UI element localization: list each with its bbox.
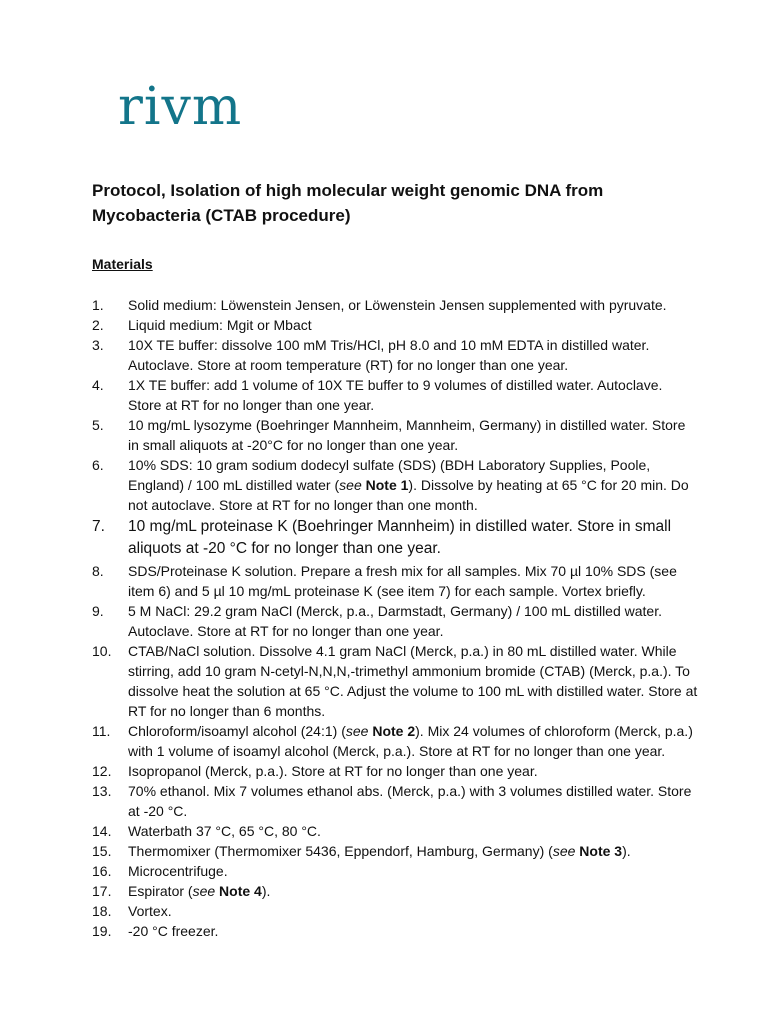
material-item-number: 19.	[92, 923, 112, 939]
document-title: Protocol, Isolation of high molecular weight genomic DNA from Mycobacteria (CTAB procedure)	[92, 181, 604, 225]
material-item-number: 4.	[92, 377, 104, 393]
material-item-text-end: ). Mix 24 volumes of chloroform (Merck, p.a.) with 1 volume of isoamyl alcohol (Merck, p.a.). Store at RT for no longer than one year.	[128, 723, 693, 759]
material-item-number: 13.	[92, 783, 112, 799]
material-item-text: 10X TE buffer: dissolve 100 mM Tris/HCl, pH 8.0 and 10 mM EDTA in distilled water. Autoclave. Store at room temperature (RT) for no longer than one year.	[128, 337, 650, 373]
material-item-number: 5.	[92, 417, 104, 433]
material-item	[0, 295, 698, 315]
material-item-text-end: ). Dissolve by heating at 65 °C for 20 min. Do not autoclave. Store at RT for no longer than one month.	[128, 477, 689, 513]
material-item-text-start: Chloroform/isoamyl alcohol (24:1) (	[128, 723, 346, 739]
material-item	[0, 841, 698, 861]
material-item-text: 10 mg/mL proteinase K (Boehringer Mannheim) in distilled water. Store in small aliquots at -20 °C for no longer than one year.	[128, 518, 672, 557]
material-item-text: CTAB/NaCl solution. Dissolve 4.1 gram NaCl (Merck, p.a.) in 80 mL distilled water. While stirring, add 10 gram N-cetyl-N,N,N,-trimethyl ammonium bromide (CTAB) (Merck, p.a.). To dissolve heat the solution at 65 °C. Adjust the volume to 100 mL with distilled water. Store at RT for no longer than 6 months.	[128, 643, 698, 719]
material-item	[0, 781, 698, 821]
material-item-number: 8.	[92, 563, 104, 579]
material-item-text: 10 mg/mL lysozyme (Boehringer Mannheim, Mannheim, Germany) in distilled water. Store in small aliquots at -20°C for no longer than one year.	[128, 417, 686, 453]
material-item	[0, 375, 698, 415]
material-item-text-end: ).	[261, 883, 271, 899]
material-item	[0, 721, 698, 761]
rivm-logo-mark	[118, 80, 293, 132]
material-item-text-start: Espirator (	[128, 883, 193, 899]
materials-list	[0, 295, 768, 941]
material-item-text-start: 10% SDS: 10 gram sodium dodecyl sulfate (SDS) (BDH Laboratory Supplies, Poole, England) / 100 mL distilled water (	[128, 457, 651, 493]
material-item-text-end: ).	[622, 843, 631, 859]
material-item	[0, 335, 698, 375]
material-item-number: 10.	[92, 643, 112, 659]
material-item-text: SDS/Proteinase K solution. Prepare a fresh mix for all samples. Mix 70 µl 10% SDS (see item 6) and 5 µl 10 mg/mL proteinase K (see item 7) for each sample. Vortex briefly.	[128, 563, 677, 599]
material-item	[0, 455, 698, 515]
material-item	[0, 861, 698, 881]
note-reference: Note 3	[579, 843, 623, 859]
material-item-text	[128, 457, 689, 513]
material-item-number: 15.	[92, 843, 112, 859]
material-item	[0, 515, 698, 561]
material-item-number: 18.	[92, 903, 112, 919]
note-reference: Note 2	[372, 723, 416, 739]
material-item-number: 14.	[92, 823, 112, 839]
material-item-number: 3.	[92, 337, 104, 353]
material-item-text	[128, 843, 631, 859]
material-item	[0, 921, 698, 941]
material-item	[0, 601, 698, 641]
material-item	[0, 901, 698, 921]
material-item-number: 9.	[92, 603, 104, 619]
material-item-number: 11.	[92, 723, 111, 739]
material-item-number: 6.	[92, 457, 104, 473]
material-item	[0, 881, 698, 901]
material-item	[0, 415, 698, 455]
material-item-number: 16.	[92, 863, 112, 879]
material-item-text: 70% ethanol. Mix 7 volumes ethanol abs. (Merck, p.a.) with 3 volumes distilled water. Store at -20 °C.	[128, 783, 692, 819]
material-item-number: 17.	[92, 883, 112, 899]
material-item-text: 1X TE buffer: add 1 volume of 10X TE buffer to 9 volumes of distilled water. Autoclave. Store at RT for no longer than one year.	[128, 377, 663, 413]
note-reference: Note 4	[219, 883, 262, 899]
rivm-logo	[118, 80, 293, 132]
material-item-number: 2.	[92, 317, 104, 333]
material-item-text: Liquid medium: Mgit or Mbact	[128, 317, 312, 333]
material-item-text-start: Thermomixer (Thermomixer 5436, Eppendorf, Hamburg, Germany) (	[128, 843, 553, 859]
material-item	[0, 561, 698, 601]
material-item	[0, 315, 698, 335]
see-word: see	[339, 477, 362, 493]
material-item	[0, 761, 698, 781]
material-item-text: 5 M NaCl: 29.2 gram NaCl (Merck, p.a., Darmstadt, Germany) / 100 mL distilled water. Autoclave. Store at RT for no longer than one year.	[128, 603, 662, 639]
rivm-logo-lettering: rivm	[118, 80, 243, 132]
material-item-number: 12.	[92, 763, 112, 779]
material-item-text: -20 °C freezer.	[128, 923, 219, 939]
material-item-number: 1.	[92, 297, 104, 313]
material-item-text: Isopropanol (Merck, p.a.). Store at RT for no longer than one year.	[128, 763, 538, 779]
material-item-text	[128, 883, 270, 899]
material-item-number: 7.	[92, 518, 105, 535]
material-item	[0, 821, 698, 841]
material-item-text: Waterbath 37 °C, 65 °C, 80 °C.	[128, 823, 321, 839]
material-item-text	[128, 723, 693, 759]
material-item-text: Microcentrifuge.	[128, 863, 228, 879]
see-word: see	[552, 843, 576, 859]
materials-heading: Materials	[92, 256, 153, 272]
see-word: see	[345, 723, 369, 739]
see-word: see	[192, 883, 216, 899]
material-item	[0, 641, 698, 721]
material-item-text: Vortex.	[128, 903, 172, 919]
material-item-text: Solid medium: Löwenstein Jensen, or Löwenstein Jensen supplemented with pyruvate.	[128, 297, 667, 313]
note-reference: Note 1	[365, 477, 409, 493]
